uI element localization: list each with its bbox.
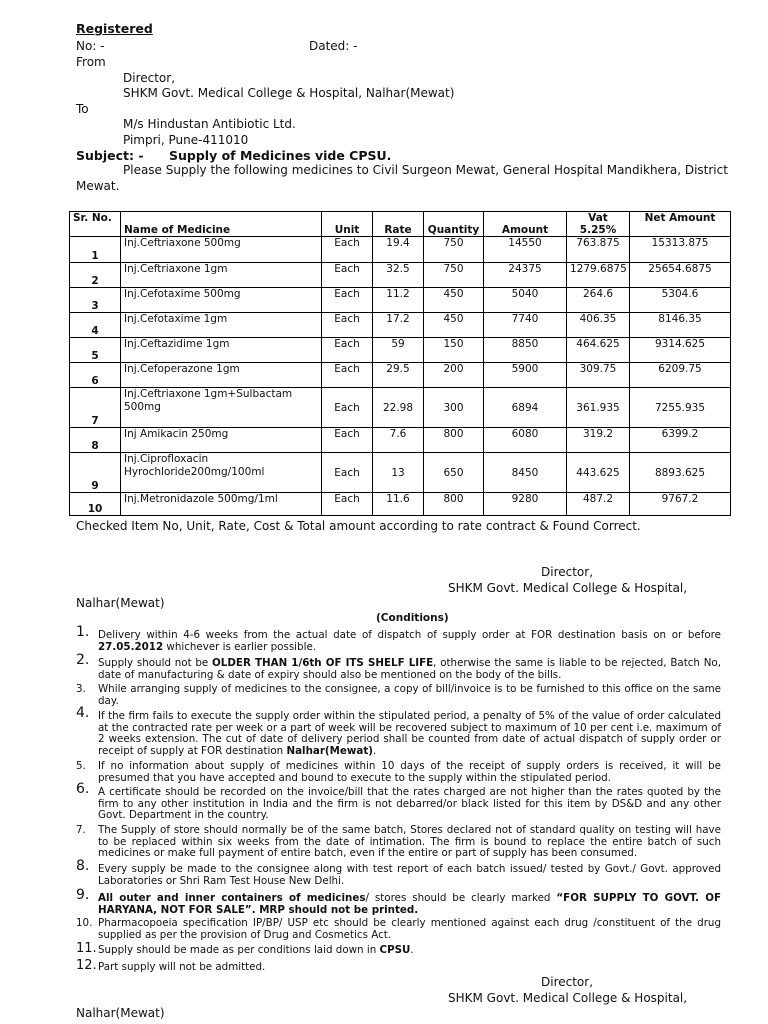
table-cell-quantity: 450 xyxy=(424,313,484,338)
table-cell-unit: Each xyxy=(322,263,373,288)
condition-item xyxy=(76,761,721,784)
table-cell-vat: 406.35 xyxy=(567,313,630,338)
table-cell-sr: 1 xyxy=(70,237,121,263)
condition-item xyxy=(76,941,721,957)
table-cell-vat: 361.935 xyxy=(567,388,630,428)
table-cell-unit: Each xyxy=(322,453,373,493)
condition-text-part: A certificate should be recorded on the invoice/bill that the rates charged are not higher than the rates quoted by the firm to any other institution in India and the firm is not debarred/or black listed for this item by DS&D and any other Govt. Department in the country. xyxy=(98,786,721,822)
table-cell-vat: 763.875 xyxy=(567,237,630,263)
condition-text-part: Part supply will not be admitted. xyxy=(98,961,266,973)
table-cell-quantity: 750 xyxy=(424,263,484,288)
to-address: Pimpri, Pune-411010 xyxy=(123,133,249,147)
table-cell-sr: 2 xyxy=(70,263,121,288)
table-cell-net: 6209.75 xyxy=(630,363,731,388)
condition-text xyxy=(98,918,721,941)
condition-text-part: Every supply be made to the consignee along with test report of each batch issued/ tested by Govt./ Govt. approved Laboratories or Shri Ram Test House New Delhi. xyxy=(98,863,721,887)
from-college: SHKM Govt. Medical College & Hospital, Nalhar(Mewat) xyxy=(123,86,455,100)
header-quantity: Quantity xyxy=(424,212,484,237)
table-cell-rate: 59 xyxy=(373,338,424,363)
table-cell-amount: 14550 xyxy=(484,237,567,263)
header-amount: Amount xyxy=(484,212,567,237)
condition-number: 1. xyxy=(76,624,90,640)
condition-number: 9. xyxy=(76,887,90,903)
header-name: Name of Medicine xyxy=(121,212,322,237)
table-cell-sr: 4 xyxy=(70,313,121,338)
table-cell-rate: 7.6 xyxy=(373,428,424,453)
table-cell-net: 9314.625 xyxy=(630,338,731,363)
signature-place-2: Nalhar(Mewat) xyxy=(76,1006,165,1020)
signature-director-2: Director, xyxy=(541,975,594,989)
table-cell-quantity: 800 xyxy=(424,493,484,516)
table-row xyxy=(70,288,731,313)
table-cell-name: Inj.Ciprofloxacin Hyrochloride200mg/100ml xyxy=(121,453,322,493)
table-cell-unit: Each xyxy=(322,363,373,388)
condition-number: 4. xyxy=(76,705,90,721)
medicines-table xyxy=(69,211,731,516)
condition-text-part: Pharmacopoeia specification IP/BP/ USP etc should be clearly mentioned against each drug /constituent of the drug supplied as per the provision of Drug and Cosmetics Act. xyxy=(98,917,721,941)
signature-college-2: SHKM Govt. Medical College & Hospital, xyxy=(448,991,688,1005)
condition-text-part: CPSU xyxy=(379,944,411,956)
to-label: To xyxy=(76,102,89,116)
table-cell-rate: 29.5 xyxy=(373,363,424,388)
table-cell-quantity: 150 xyxy=(424,338,484,363)
table-cell-unit: Each xyxy=(322,388,373,428)
condition-text-part: Delivery within 4-6 weeks from the actual date of dispatch of supply order at FOR destination basis on or before xyxy=(98,629,721,641)
condition-text-part: “FOR SUPPLY TO GOVT. OF HARYANA, NOT FOR SALE”. MRP should not be printed. xyxy=(98,892,721,916)
table-cell-quantity: 300 xyxy=(424,388,484,428)
checked-note: Checked Item No, Unit, Rate, Cost & Total amount according to rate contract & Found Correct. xyxy=(76,519,641,533)
table-cell-rate: 32.5 xyxy=(373,263,424,288)
table-cell-amount: 8850 xyxy=(484,338,567,363)
condition-text-part: OLDER THAN 1/6th OF ITS SHELF LIFE xyxy=(212,657,434,669)
condition-item xyxy=(76,705,721,757)
condition-item xyxy=(76,652,721,681)
conditions-title: (Conditions) xyxy=(376,612,449,624)
condition-text-part: / stores should be clearly marked xyxy=(365,892,557,904)
table-cell-sr: 10 xyxy=(70,493,121,516)
table-cell-net: 25654.6875 xyxy=(630,263,731,288)
condition-number: 7. xyxy=(76,824,86,836)
condition-item xyxy=(76,684,721,707)
condition-number: 6. xyxy=(76,781,90,797)
condition-text-part: While arranging supply of medicines to the consignee, a copy of bill/invoice is to be furnished to this office on the same day. xyxy=(98,683,721,707)
condition-text xyxy=(98,761,721,784)
condition-number: 5. xyxy=(76,760,86,772)
condition-text-part: , otherwise the same is liable to be rejected, Batch No, date of manufacturing & date of expiry should also be mentioned on the body of the bills. xyxy=(98,657,721,681)
condition-text xyxy=(98,711,721,757)
table-cell-net: 6399.2 xyxy=(630,428,731,453)
table-row xyxy=(70,428,731,453)
condition-text-part: The Supply of store should normally be of the same batch, Stores declared not of standard quality on testing will have to be replaced within six weeks from the date of intimation. The firm is bound to replace the entire batch of such medicines or make full payment of entire batch, even if the entire or part of supply has been consumed. xyxy=(98,824,721,860)
condition-text-part: Nalhar(Mewat) xyxy=(286,744,373,757)
table-cell-rate: 22.98 xyxy=(373,388,424,428)
table-cell-net: 5304.6 xyxy=(630,288,731,313)
condition-item xyxy=(76,781,721,822)
registered-label: Registered xyxy=(76,21,153,36)
condition-item xyxy=(76,958,721,974)
table-header-row xyxy=(70,212,731,237)
table-cell-net: 15313.875 xyxy=(630,237,731,263)
condition-number: 11. xyxy=(76,941,97,956)
table-cell-name: Inj.Ceftazidime 1gm xyxy=(121,338,322,363)
condition-text xyxy=(98,684,721,707)
table-cell-net: 8893.625 xyxy=(630,453,731,493)
table-cell-name: Inj.Metronidazole 500mg/1ml xyxy=(121,493,322,516)
table-cell-vat: 487.2 xyxy=(567,493,630,516)
table-row xyxy=(70,313,731,338)
header-unit: Unit xyxy=(322,212,373,237)
table-row xyxy=(70,263,731,288)
table-cell-unit: Each xyxy=(322,237,373,263)
condition-text xyxy=(98,945,721,957)
no-label: No: - xyxy=(76,39,105,53)
signature-place: Nalhar(Mewat) xyxy=(76,596,165,610)
condition-number: 3. xyxy=(76,683,86,695)
signature-director: Director, xyxy=(541,565,594,579)
table-cell-sr: 6 xyxy=(70,363,121,388)
condition-item xyxy=(76,825,721,860)
table-cell-quantity: 200 xyxy=(424,363,484,388)
table-cell-quantity: 800 xyxy=(424,428,484,453)
condition-number: 2. xyxy=(76,652,90,668)
table-cell-name: Inj.Cefotaxime 1gm xyxy=(121,313,322,338)
condition-number: 8. xyxy=(76,858,90,874)
table-cell-amount: 7740 xyxy=(484,313,567,338)
condition-text xyxy=(98,787,721,822)
condition-text-part: . xyxy=(372,744,377,757)
header-net: Net Amount xyxy=(630,212,731,237)
from-label: From xyxy=(76,55,106,69)
table-cell-unit: Each xyxy=(322,493,373,516)
intro-line-1: Please Supply the following medicines to Civil Surgeon Mewat, General Hospital Mandikhera, District xyxy=(123,163,728,177)
table-cell-vat: 464.625 xyxy=(567,338,630,363)
table-cell-rate: 11.2 xyxy=(373,288,424,313)
table-cell-net: 7255.935 xyxy=(630,388,731,428)
condition-text-part: All outer and inner containers of medicines xyxy=(98,892,366,904)
table-cell-rate: 13 xyxy=(373,453,424,493)
table-cell-sr: 3 xyxy=(70,288,121,313)
condition-text xyxy=(98,630,721,653)
condition-number: 12. xyxy=(76,958,97,973)
condition-number: 10. xyxy=(76,917,93,929)
table-row xyxy=(70,363,731,388)
table-row xyxy=(70,237,731,263)
table-cell-net: 9767.2 xyxy=(630,493,731,516)
intro-line-2: Mewat. xyxy=(76,179,120,193)
condition-text xyxy=(98,962,721,974)
table-cell-vat: 1279.6875 xyxy=(567,263,630,288)
table-cell-unit: Each xyxy=(322,288,373,313)
signature-college: SHKM Govt. Medical College & Hospital, xyxy=(448,581,688,595)
table-cell-amount: 8450 xyxy=(484,453,567,493)
condition-text xyxy=(98,893,721,916)
condition-text-part: . xyxy=(410,944,414,956)
table-cell-amount: 6080 xyxy=(484,428,567,453)
condition-text-part: Supply should not be xyxy=(98,657,213,669)
table-cell-quantity: 750 xyxy=(424,237,484,263)
to-company: M/s Hindustan Antibiotic Ltd. xyxy=(123,117,296,131)
table-cell-amount: 6894 xyxy=(484,388,567,428)
table-cell-name: Inj Amikacin 250mg xyxy=(121,428,322,453)
table-cell-sr: 5 xyxy=(70,338,121,363)
header-vat: Vat 5.25% xyxy=(567,212,630,237)
subject-label: Subject: - xyxy=(76,148,144,163)
table-cell-name: Inj.Ceftriaxone 500mg xyxy=(121,237,322,263)
condition-text xyxy=(98,658,721,681)
table-cell-name: Inj.Ceftriaxone 1gm+Sulbactam 500mg xyxy=(121,388,322,428)
table-cell-rate: 11.6 xyxy=(373,493,424,516)
table-row xyxy=(70,493,731,516)
table-cell-sr: 7 xyxy=(70,388,121,428)
condition-text xyxy=(98,825,721,860)
condition-item xyxy=(76,887,721,916)
table-cell-amount: 5900 xyxy=(484,363,567,388)
condition-text-part: If the firm fails to execute the supply order within the stipulated period, a penalty of 5% of the value of order calculated at the contracted rate per week or a part of week will be recovered subject to maximum of 10 per cent i.e. maximum of 2 weeks extension. The cut of date of delivery period shall be counted from date of actual dispatch of supply order or receipt of supply at FOR destination xyxy=(98,710,721,757)
header-rate: Rate xyxy=(373,212,424,237)
table-row xyxy=(70,453,731,493)
condition-item xyxy=(76,918,721,941)
table-cell-vat: 319.2 xyxy=(567,428,630,453)
table-cell-name: Inj.Cefotaxime 500mg xyxy=(121,288,322,313)
condition-text-part: 27.05.2012 xyxy=(98,640,164,653)
table-cell-amount: 5040 xyxy=(484,288,567,313)
table-cell-amount: 24375 xyxy=(484,263,567,288)
table-cell-quantity: 650 xyxy=(424,453,484,493)
table-cell-unit: Each xyxy=(322,313,373,338)
table-cell-quantity: 450 xyxy=(424,288,484,313)
condition-item xyxy=(76,624,721,653)
condition-item xyxy=(76,858,721,887)
table-cell-vat: 264.6 xyxy=(567,288,630,313)
table-cell-amount: 9280 xyxy=(484,493,567,516)
table-row xyxy=(70,388,731,428)
table-cell-unit: Each xyxy=(322,338,373,363)
table-cell-rate: 19.4 xyxy=(373,237,424,263)
condition-text-part: whichever is earlier possible. xyxy=(163,640,317,653)
condition-text-part: Supply should be made as per conditions laid down in xyxy=(98,944,380,956)
from-director: Director, xyxy=(123,71,176,85)
dated-label: Dated: - xyxy=(309,39,358,53)
table-cell-net: 8146.35 xyxy=(630,313,731,338)
condition-text-part: If no information about supply of medicines within 10 days of the receipt of supply orders is received, it will be presumed that you have accepted and bound to execute to the supply within the stipulated period. xyxy=(98,760,721,784)
table-cell-vat: 309.75 xyxy=(567,363,630,388)
table-cell-sr: 9 xyxy=(70,453,121,493)
table-cell-name: Inj.Cefoperazone 1gm xyxy=(121,363,322,388)
table-cell-vat: 443.625 xyxy=(567,453,630,493)
table-row xyxy=(70,338,731,363)
subject-text: Supply of Medicines vide CPSU. xyxy=(169,148,392,163)
table-cell-rate: 17.2 xyxy=(373,313,424,338)
table-cell-name: Inj.Ceftriaxone 1gm xyxy=(121,263,322,288)
header-sr: Sr. No. xyxy=(70,212,121,237)
condition-text xyxy=(98,864,721,887)
table-cell-sr: 8 xyxy=(70,428,121,453)
table-cell-unit: Each xyxy=(322,428,373,453)
